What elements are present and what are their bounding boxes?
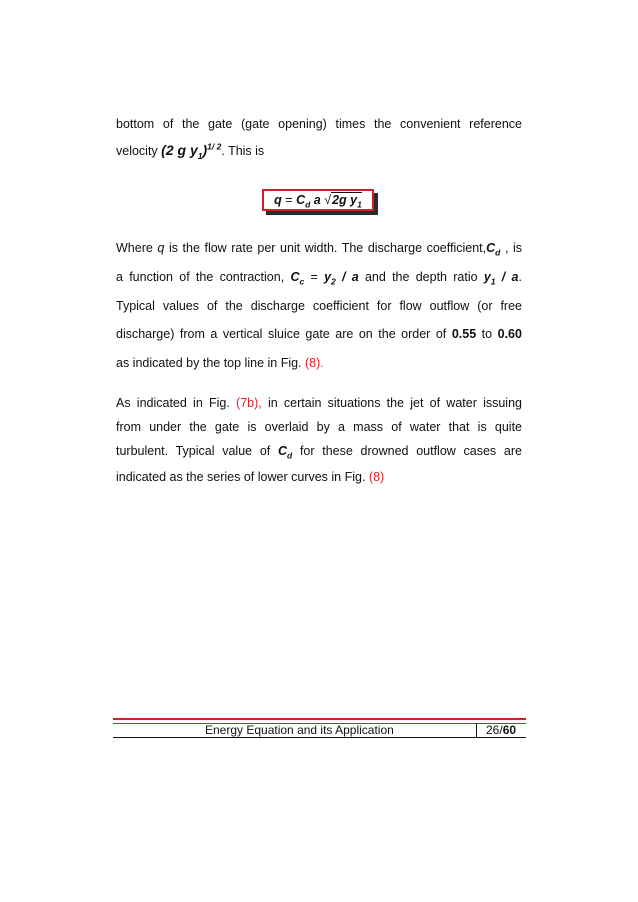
coefficient-value: 0.55 bbox=[451, 327, 477, 341]
footer-separator bbox=[476, 723, 477, 737]
equation-box: $q = C_d$ a √2g $y_1$ bbox=[262, 189, 374, 211]
text-line bbox=[116, 141, 522, 160]
text-line bbox=[116, 115, 522, 133]
text-line: turbulent. Typical value of $C_d$ for these drowned outflow cases are bbox=[116, 444, 522, 461]
text-line: As indicated in Fig. (7b), in certain situations the jet of water issuing bbox=[116, 396, 522, 410]
text-line: indicated as the series of lower curves in Fig. (8) bbox=[116, 470, 385, 484]
coefficient-value: 0.60 bbox=[497, 327, 522, 341]
text-content: bottom of the gate (gate opening) times the convenient reference bbox=[116, 117, 522, 131]
page-number: 26/60 bbox=[486, 723, 517, 737]
text-line: as indicated by the top line in Fig. (8). bbox=[116, 356, 324, 370]
text-line: from under the gate is overlaid by a mass of water that is quite bbox=[116, 420, 522, 434]
discharge-equation bbox=[262, 189, 378, 215]
footer-title: Energy Equation and its Application bbox=[205, 723, 394, 737]
text-content: velocity bbox=[116, 144, 158, 158]
figure-reference: (8) bbox=[368, 470, 385, 484]
text-line: discharge) from a vertical sluice gate are on the order of 0.55 to 0.60 bbox=[116, 327, 522, 341]
text-line: Where q is the flow rate per unit width. The discharge $coefficient,C_d$ , is bbox=[116, 241, 523, 258]
footer-rule bbox=[113, 718, 526, 720]
velocity-expression: (2 g $y_1)^{1/ 2}$ bbox=[161, 141, 222, 161]
text-line: Typical values of the discharge coefficient for flow outflow (or free bbox=[116, 299, 522, 313]
text-line: a function of the contraction, $C_c = y_2 / a$ and the depth ratio $y_1$ / a. bbox=[116, 270, 522, 287]
figure-reference: (8). bbox=[305, 356, 324, 370]
figure-reference: (7b), bbox=[236, 396, 262, 410]
text-content: . This is bbox=[221, 144, 265, 158]
footer-rule bbox=[113, 737, 526, 738]
